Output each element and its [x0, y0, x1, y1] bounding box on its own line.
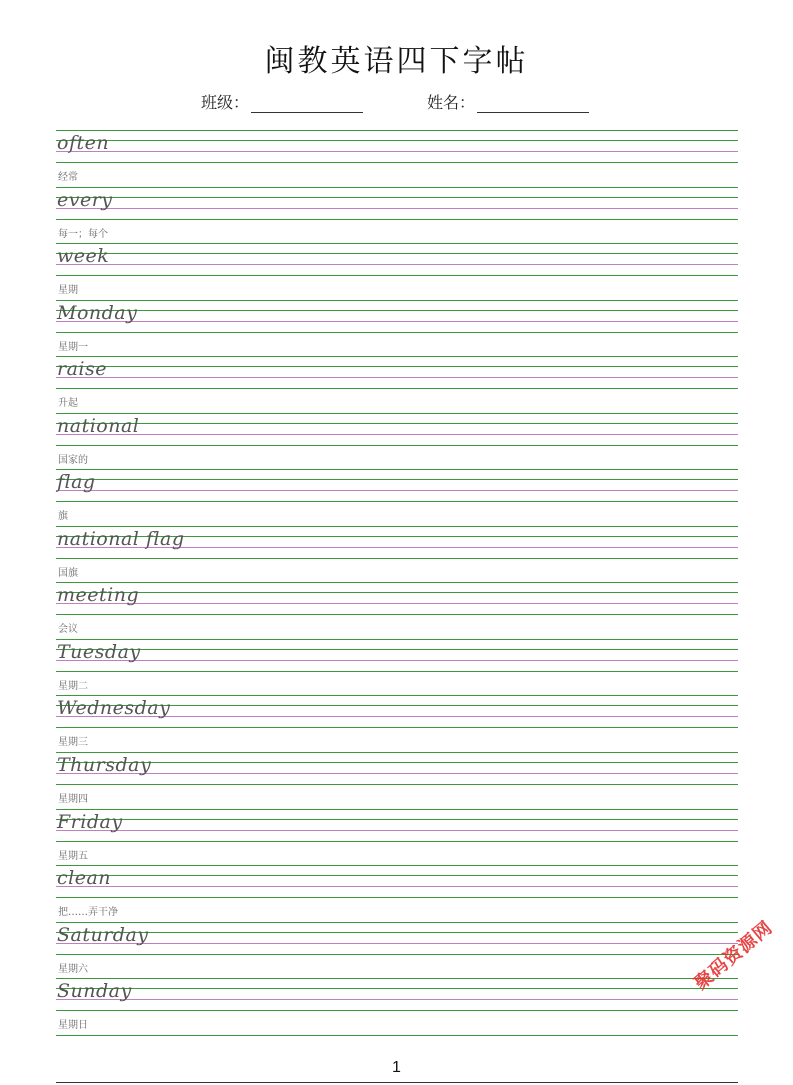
word-meaning: 会议: [58, 624, 78, 636]
practice-row: [56, 695, 738, 752]
guide-line: [56, 321, 738, 322]
practice-word: every: [57, 188, 113, 211]
watermark: 聚码资源网: [690, 916, 777, 995]
footer-divider: [56, 1082, 738, 1083]
word-meaning: 星期: [58, 285, 78, 297]
guide-line: [56, 558, 738, 559]
guide-line: [56, 264, 738, 265]
guide-line: [56, 275, 738, 276]
guide-line: [56, 1035, 738, 1036]
guide-line: [56, 932, 738, 933]
practice-row: [56, 130, 738, 187]
guide-line: [56, 727, 738, 728]
guide-line: [56, 219, 738, 220]
practice-word: clean: [57, 867, 112, 890]
guide-line: [56, 526, 738, 527]
guide-line: [56, 310, 738, 311]
guide-line: [56, 819, 738, 820]
guide-line: [56, 479, 738, 480]
guide-line: [56, 187, 738, 188]
class-field: [201, 90, 363, 113]
class-label: 班级：: [201, 93, 250, 112]
guide-line: [56, 649, 738, 650]
word-meaning: 星期一: [58, 341, 88, 353]
guide-line: [56, 639, 738, 640]
word-meaning: 国家的: [58, 454, 88, 466]
guide-line: [56, 999, 738, 1000]
name-label: 姓名：: [427, 93, 476, 112]
word-meaning: 旗: [58, 511, 68, 523]
word-meaning: 把……弄干净: [58, 907, 118, 919]
guide-line: [56, 865, 738, 866]
guide-line: [56, 413, 738, 414]
page-number: 1: [392, 1059, 401, 1076]
guide-line: [56, 208, 738, 209]
word-meaning: 星期四: [58, 794, 88, 806]
guide-line: [56, 501, 738, 502]
practice-row: [56, 922, 738, 979]
guide-line: [56, 809, 738, 810]
guide-line: [56, 243, 738, 244]
page-title: 闽教英语四下字帖: [264, 44, 529, 79]
guide-line: [56, 773, 738, 774]
guide-line: [56, 388, 738, 389]
guide-line: [56, 162, 738, 163]
practice-word: Saturday: [57, 923, 149, 946]
guide-line: [56, 830, 738, 831]
guide-line: [56, 445, 738, 446]
practice-word: national: [57, 414, 140, 437]
guide-line: [56, 356, 738, 357]
guide-line: [56, 253, 738, 254]
practice-row: [56, 526, 738, 583]
guide-line: [56, 695, 738, 696]
practice-row: [56, 978, 738, 1035]
guide-line: [56, 332, 738, 333]
guide-line: [56, 841, 738, 842]
practice-row: [56, 187, 738, 244]
guide-line: [56, 922, 738, 923]
guide-line: [56, 197, 738, 198]
guide-line: [56, 897, 738, 898]
guide-line: [56, 423, 738, 424]
guide-line: [56, 366, 738, 367]
guide-line: [56, 886, 738, 887]
practice-word: Sunday: [57, 980, 132, 1003]
guide-line: [56, 130, 738, 131]
guide-line: [56, 490, 738, 491]
practice-row: [56, 752, 738, 809]
practice-word: Thursday: [57, 754, 152, 777]
practice-row: [56, 639, 738, 696]
practice-row: [56, 809, 738, 866]
guide-line: [56, 582, 738, 583]
word-meaning: 升起: [58, 398, 78, 410]
guide-line: [56, 943, 738, 944]
word-meaning: 每一；每个: [58, 228, 108, 240]
guide-line: [56, 592, 738, 593]
guide-line: [56, 762, 738, 763]
practice-row: [56, 413, 738, 470]
name-field: [427, 90, 589, 113]
student-info: [0, 90, 793, 114]
guide-line: [56, 954, 738, 955]
guide-line: [56, 752, 738, 753]
practice-row: [56, 243, 738, 300]
practice-row: [56, 469, 738, 526]
word-meaning: 星期三: [58, 737, 88, 749]
guide-line: [56, 603, 738, 604]
practice-word: week: [57, 245, 110, 268]
guide-line: [56, 660, 738, 661]
word-meaning: 国旗: [58, 567, 78, 579]
practice-word: Friday: [57, 810, 123, 833]
name-blank[interactable]: [477, 96, 589, 113]
practice-word: Wednesday: [57, 697, 171, 720]
practice-word: flag: [57, 471, 96, 494]
guide-line: [56, 377, 738, 378]
practice-row: [56, 582, 738, 639]
word-meaning: 星期六: [58, 963, 88, 975]
guide-line: [56, 875, 738, 876]
guide-line: [56, 469, 738, 470]
guide-line: [56, 1010, 738, 1011]
guide-line: [56, 434, 738, 435]
word-meaning: 星期日: [58, 1020, 88, 1032]
guide-line: [56, 671, 738, 672]
practice-row: [56, 356, 738, 413]
guide-line: [56, 300, 738, 301]
practice-word: Monday: [57, 301, 138, 324]
practice-row: [56, 300, 738, 357]
word-meaning: 经常: [58, 172, 78, 183]
guide-line: [56, 140, 738, 141]
practice-word: raise: [57, 358, 107, 381]
word-meaning: 星期二: [58, 680, 88, 692]
word-meaning: 星期五: [58, 850, 88, 862]
practice-word: Tuesday: [57, 640, 141, 663]
practice-word: often: [57, 132, 110, 154]
practice-word: meeting: [57, 584, 140, 607]
practice-word: national flag: [57, 527, 185, 550]
class-blank[interactable]: [251, 96, 363, 113]
guide-line: [56, 978, 738, 979]
guide-line: [56, 151, 738, 152]
guide-line: [56, 784, 738, 785]
guide-line: [56, 614, 738, 615]
practice-row: [56, 865, 738, 922]
practice-rows: [56, 130, 738, 1035]
guide-line: [56, 988, 738, 989]
